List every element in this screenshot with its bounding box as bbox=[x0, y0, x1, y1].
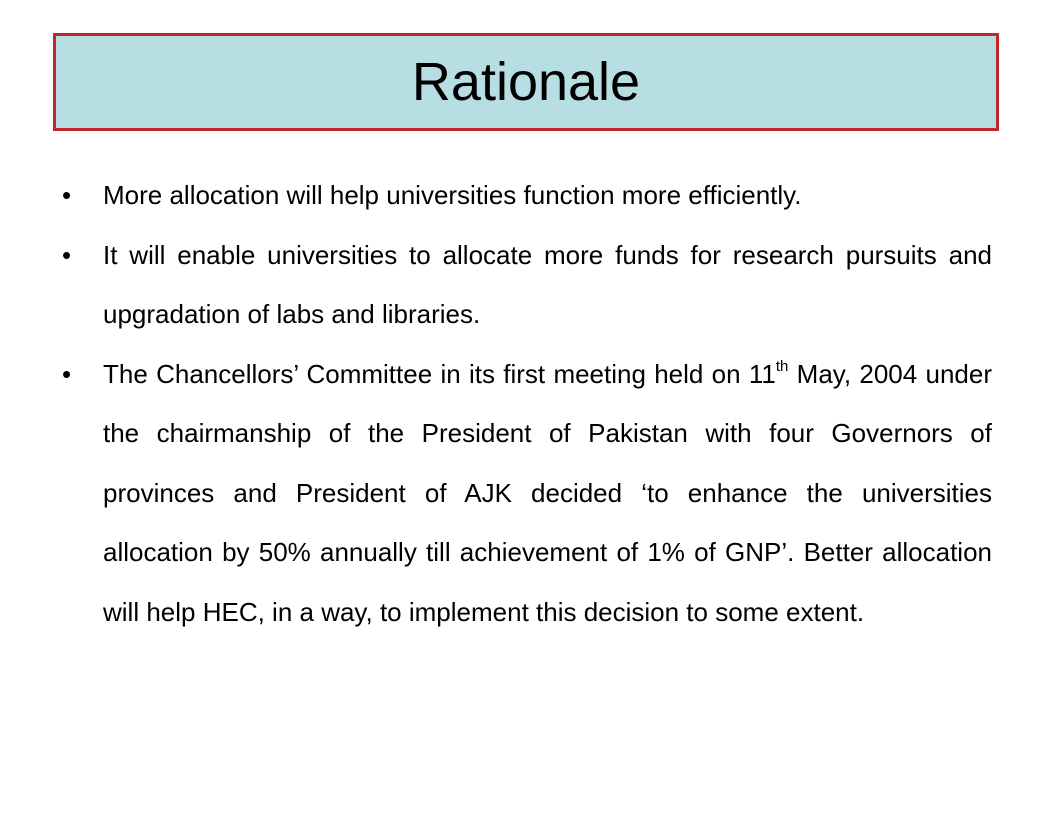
bullet-icon: • bbox=[62, 358, 72, 389]
ordinal-superscript: th bbox=[775, 357, 789, 375]
bullet-text: More allocation will help universities function more efficiently. bbox=[103, 180, 802, 210]
bullet-text-part: The Chancellors’ Committee in its first meeting held on 11 bbox=[103, 358, 776, 389]
bullet-icon: • bbox=[62, 239, 72, 270]
bullet-text: It will enable universities to allocate more funds for research pursuits and upgradation of labs and libraries. bbox=[103, 239, 992, 329]
slide-title: Rationale bbox=[411, 52, 641, 112]
slide-title-box bbox=[53, 33, 999, 131]
bullet-item bbox=[62, 226, 992, 345]
bullet-item bbox=[62, 345, 992, 643]
bullet-item bbox=[62, 166, 992, 226]
bullet-text-part: May, 2004 under the chairmanship of the President of Pakistan with four Governors of provinces and President of AJK decided ‘to enhance the universities allocation by 50% annually till achievement of 1% of GNP’. Better allocation will help HEC, in a way, to implement this decision to some extent. bbox=[103, 358, 993, 627]
bullet-list bbox=[62, 166, 992, 642]
bullet-icon: • bbox=[62, 180, 72, 210]
